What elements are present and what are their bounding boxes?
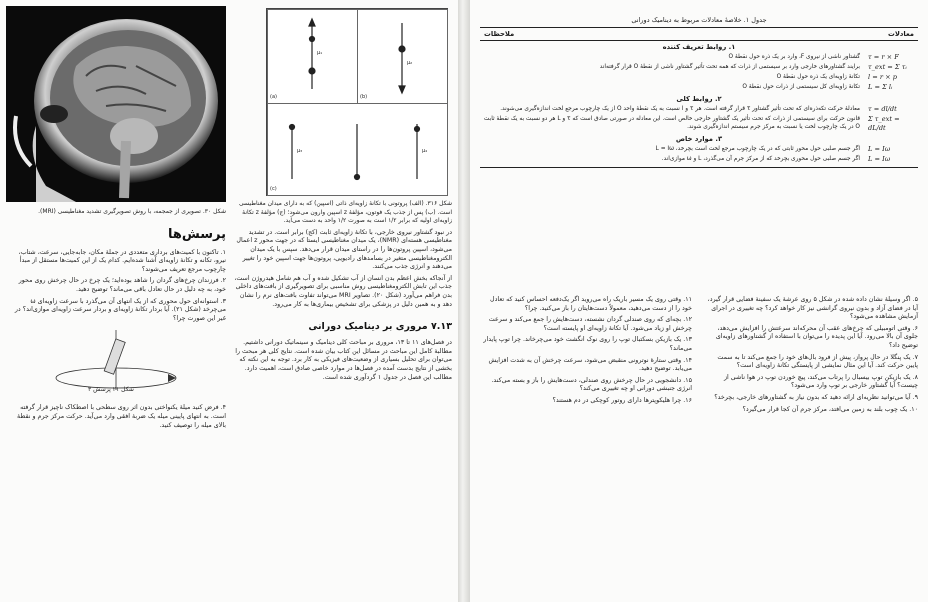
- left-page-left-column: [6, 208, 226, 433]
- table-row: [480, 155, 918, 165]
- left-page: [0, 0, 458, 602]
- table-section-title: ۱. روابط تعریف کننده: [662, 43, 736, 51]
- row-remark: معادلهٔ حرکت تکه‌ذره‌ای که تحت تأثیر گشتاور τ قرار گرفته است. هر τ و l نسبت به یک نقطهٔ واحد O از یک چارچوب مرجع لخت اندازه‌گیری می‌شوند.: [500, 106, 860, 112]
- mri-scan-graphic: [6, 6, 226, 202]
- question-13: ۱۳. یک بازیکن بسکتبال توپ را روی نوک انگشت خود می‌چرخاند. چرا توپ پایدار می‌ماند؟: [483, 336, 692, 352]
- table-row: [480, 105, 918, 115]
- question-10: ۱۰. یک چوب بلند به زمین می‌افتد، مرکز جرم آن کجا قرار می‌گیرد؟: [742, 405, 918, 413]
- row-remark: قانون حرکت برای سیستمی از ذرات که تحت تأثیر یک گشتاور خارجی خالص است. این معادله در صورتی صادق است که τ و L هر دو نسبت به یک نقطهٔ ثابت O در یک چارچوب لخت یا نسبت به مرکز جرم سیستم اندازه‌گیری شوند.: [483, 116, 860, 130]
- question-1: ۱. تاکنون با کمیت‌های برداری متعددی در جملهٔ مکان، جابه‌جایی، سرعت، شتاب، نیرو، تکانه و تکانهٔ زاویه‌ای آشنا شده‌ایم. کدام یک از این کمیت‌ها مستقل از مبدأ چارچوب مرجع تعریف می‌شوند؟: [18, 248, 226, 273]
- table-row: [480, 145, 918, 155]
- question-15: ۱۵. دانشجویی در حال چرخش روی صندلی، دست‌هایش را باز و بسته می‌کند. انرژی جنبشی دورانی او چه تغییری می‌کند؟: [491, 376, 692, 393]
- row-equation: l = r × p: [868, 73, 897, 81]
- row-equation: L = Iω: [868, 145, 891, 153]
- table-row: [480, 83, 918, 93]
- question-2: ۲. فرزندان چرخ‌های گردان را شاهد بوده‌اید؛ یک چرخ در حال چرخش روی محور خود، به چه دلیل در حال تعادل باقی می‌ماند؟ توضیح دهید.: [18, 277, 226, 293]
- row-remark: تکانهٔ زاویه‌ای یک ذره حول نقطهٔ O: [776, 74, 860, 80]
- header-equations: معادلات: [888, 30, 914, 38]
- question-9: ۹. آیا می‌توانید نظریه‌ای ارائه دهید که بدون نیاز به گشتاورهای خارجی، بچرخد؟: [714, 393, 918, 401]
- nmr-paragraph-2: از آنجاکه بخش اعظم بدن انسان از آب تشکیل شده و آب هم شامل هیدروژن است، جذب این تابش الکترومغناطیسی روش مناسبی برای تصویرگیری از بافت‌های داخلی بدن فراهم می‌آورد (شکل ۲۰). تصاویر MRI می‌تواند تفاوت بافت‌های نرم را نشان دهد و به همین دلیل در پزشکی برای تشخیص بیماری‌ها به کار می‌رود.: [234, 274, 452, 308]
- question-3: ۳. استوانه‌ای حول محوری که از یک انتهای آن می‌گذرد با سرعت زاویه‌ای ω می‌چرخد (شکل ۲۱). آیا بردار تکانهٔ زاویه‌ای و بردار سرعت زاویه‌ای موازی‌اند؟ در غیر این صورت چرا؟: [14, 297, 226, 322]
- cylinder-figure: [6, 326, 226, 396]
- question-11: ۱۱. وقتی روی یک مسیر باریک راه می‌روید اگر یک‌دفعه احساس کنید که تعادل خود را از دست می‌دهید، معمولاً دست‌هایتان را باز می‌کنید. چرا؟: [490, 296, 692, 312]
- row-equation: L = Σ lᵢ: [868, 83, 893, 91]
- mri-head-image: [6, 6, 226, 202]
- table-title: جدول ۱. خلاصهٔ معادلات مربوط به دینامیک دورانی: [631, 16, 767, 24]
- question-5: ۵. اگر وسیلهٔ نشان داده شده در شکل ۵ روی عرشهٔ یک سفینهٔ فضایی قرار گیرد، آیا در فضای آزاد و بدون نیروی گرانشی نیز کار خواهد کرد؟ چه تغییری در اجرای آزمایش مشاهده می‌شود؟: [707, 296, 918, 321]
- spin-caption: شکل ۳۱۶. (الف) پروتونی با تکانهٔ زاویه‌ای ذاتی (اسپین) که به دارای میدان مغناطیسی است. (ب) پس از جذب یک فوتون، مؤلفهٔ z اسپین وارون می‌شود؛ (ج) مؤلفهٔ z تکانهٔ زاویه‌ای اولیه که برابر ۱/۲ است به صورت ۱/۲ واحد به دست می‌آید.: [239, 200, 452, 225]
- table-row: [480, 115, 918, 133]
- row-equation: τ_ext = Σ τᵢ: [868, 63, 907, 71]
- panel-label-b: (b): [360, 94, 368, 100]
- left-page-right-column: [232, 200, 452, 385]
- table-row: [480, 53, 918, 63]
- row-remark: اگر جسم صلبی حول محوری بچرخد که از مرکز جرم آن می‌گذرد، L و ω موازی‌اند.: [661, 156, 860, 162]
- table-section-title: ۲. روابط کلی: [676, 95, 722, 103]
- table-section-title: ۳. موارد خاص: [675, 135, 723, 143]
- nmr-paragraph-1: در نبود گشتاور نیروی خارجی، با تکانهٔ زاویه‌ای ثابت (کج) برابر است. در تشدید مغناطیسی هسته‌ای (NMR)، یک میدان مغناطیسی ایستا که در جهت محور z اعمال می‌شود، اسپین پروتون‌ها را در راستای میدان قرار می‌دهد. سپس با یک میدان الکترومغناطیسی متغیر در بسامدهای رادیویی، پروتون‌ها جهت اسپین خود را تغییر می‌دهند و انرژی جذب می‌کنند.: [236, 228, 452, 271]
- section-heading: ۷.۱۳ مروری بر دینامیک دورانی: [308, 321, 452, 333]
- right-page: [470, 0, 928, 602]
- row-remark: برایند گشتاورهای خارجی وارد بر سیستمی از ذرات که همه تحت تأثیر گشتاور ناشی از نقطهٔ O قرار گرفته‌اند: [599, 64, 860, 70]
- question-12: ۱۲. بچه‌ای که روی صندلی گردان نشسته، دست‌هایش را جمع می‌کند و سرعت چرخش او زیاد می‌شود. آیا تکانهٔ زاویه‌ای او پایسته است؟: [488, 316, 692, 332]
- row-equation: L = Iω: [868, 155, 891, 163]
- table-row: [480, 73, 918, 83]
- mri-caption: شکل ۳۰. تصویری از جمجمه، با روش تصویرگیری تشدید مغناطیسی (MRI).: [38, 208, 226, 215]
- question-14: ۱۴. وقتی ستارهٔ نوترونی منقبض می‌شود، سرعت چرخش آن به شدت افزایش می‌یابد. توضیح دهید.: [488, 356, 692, 373]
- table-row: [480, 63, 918, 73]
- row-equation: τ = dl/dt: [868, 105, 897, 113]
- right-page-left-column: [480, 296, 692, 409]
- table-body: [480, 41, 918, 165]
- row-remark: اگر جسم صلبی حول محور ثابتی که در یک چارچوب مرجع لخت است بچرخد، L = Iω: [655, 146, 860, 152]
- table-header: [480, 28, 918, 41]
- cylinder-caption: شکل ۲۱ پرسش ۳: [88, 386, 134, 394]
- summary-table: [480, 16, 918, 168]
- arrow-label-3: μ₃: [297, 148, 303, 154]
- book-gutter: [458, 0, 470, 602]
- spin-diagram: [266, 8, 448, 196]
- question-7: ۷. یک پنگلا در حال پرواز، پیش از فرود بال‌های خود را جمع می‌کند تا به سمت پایین حرکت کند. آیا این مثال نمایشی از پایستگی تکانهٔ زاویه‌ای است؟: [717, 353, 918, 370]
- panel-label-a: (a): [270, 94, 277, 100]
- row-remark: گشتاور ناشی از نیروی F، وارد بر یک ذره حول نقطهٔ O: [728, 54, 860, 60]
- question-16: ۱۶. چرا هلیکوپترها دارای روتور کوچکی در دم هستند؟: [552, 396, 692, 404]
- arrow-label-1: μ₁: [317, 50, 323, 56]
- row-equation: Σ τ_ext = dL/dt: [868, 115, 900, 132]
- questions-heading: پرسش‌ها: [167, 226, 226, 242]
- arrow-label-2: μ₂: [407, 60, 413, 66]
- question-8: ۸. یک بازیکن توپ بیسبال را پرتاب می‌کند، پیچ خوردن توپ در هوا ناشی از چیست؟ آیا گشتاور خارجی بر توپ وارد می‌شود؟: [723, 373, 918, 390]
- question-4: ۴. فرض کنید میلهٔ یکنواختی بدون اثر روی سطحی با اصطکاک ناچیز قرار گرفته است. به انتهای پایینی میله یک ضربهٔ افقی وارد می‌آید. حرکت مرکز جرم و نقطهٔ بالای میله را توصیف کنید.: [17, 404, 226, 429]
- row-remark: تکانهٔ زاویه‌ای کل سیستمی از ذرات حول نقطهٔ O: [742, 84, 860, 90]
- question-6: ۶. وقتی اتومبیلی که چرخ‌های عقب آن محرکه‌اند سرعتش را افزایش می‌دهد، جلوی آن بالا می‌رود. آیا این پدیده را می‌توان با استفاده از گشتاورهای زاویه‌ای توضیح داد؟: [715, 324, 918, 349]
- header-remarks: ملاحظات: [484, 30, 515, 38]
- arrow-label-4: μ₄: [422, 148, 428, 154]
- panel-label-c: (c): [270, 186, 277, 192]
- section-paragraph: در فصل‌های ۱۱ تا ۱۳، مروری بر مباحث کلی دینامیک و سینماتیک دورانی داشتیم. مطالبهٔ کامل این مباحث در مسائل این کتاب بیان شده است. نتایج کلی هر مبحث را می‌توان برای تحلیل بسیاری از وضعیت‌های فیزیکی به کار برد. توجه به این نکته که بخشی از نتایج بدست آمده در فصل‌ها در موارد خاصی صادق است، اهمیت دارد. مطالب این فصل در جدول ۱ گردآوری شده است.: [235, 339, 452, 381]
- row-equation: τ = r × F: [868, 53, 899, 61]
- right-page-right-column: [706, 296, 918, 417]
- spin-arrows-graphic: [267, 9, 447, 195]
